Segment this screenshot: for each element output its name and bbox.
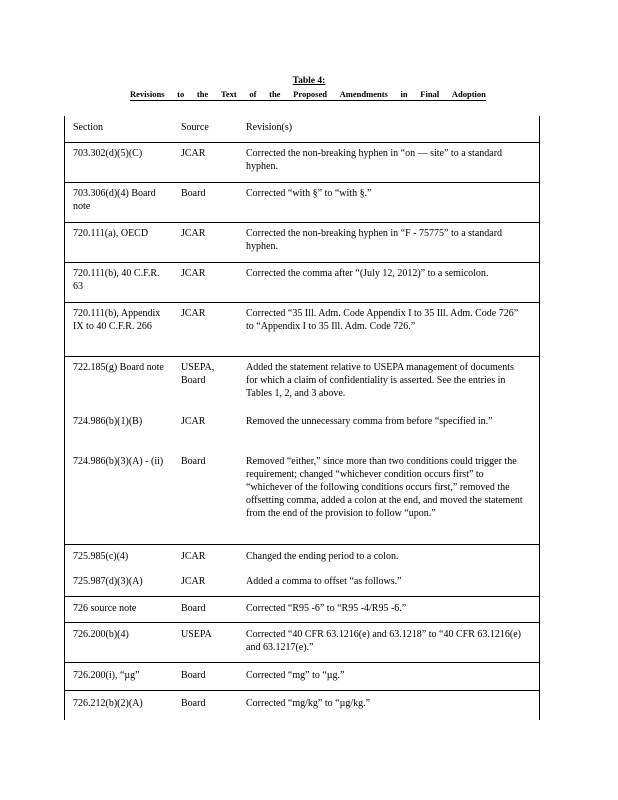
row-source: JCAR <box>181 308 206 319</box>
row-section: 726.200(b)(4) <box>73 629 129 640</box>
row-section: 720.111(b), Appendix IX to 40 C.F.R. 266 <box>73 308 161 332</box>
row-section: 720.111(b), 40 C.F.R. 63 <box>73 268 160 292</box>
row-revision: Changed the ending period to a colon. <box>246 551 399 562</box>
row-section: 722.185(g) Board note <box>73 362 164 373</box>
row-source: JCAR <box>181 268 206 279</box>
row-section: 703.306(d)(4) Board note <box>73 188 156 212</box>
row-section: 726 source note <box>73 603 137 614</box>
table-row <box>65 302 539 357</box>
row-source: Board <box>181 698 206 709</box>
row-source: JCAR <box>181 148 206 159</box>
table-row <box>65 662 539 691</box>
revisions-table <box>64 116 540 720</box>
row-section: 724.986(b)(1)(B) <box>73 416 143 427</box>
header-section: Section <box>73 122 103 133</box>
table-row <box>65 596 539 623</box>
row-source: JCAR <box>181 576 206 587</box>
subtitle-word: Final <box>420 89 440 99</box>
row-revision: Corrected “35 Ill. Adm. Code Appendix I to 35 Ill. Adm. Code 726” to “Appendix I to 35 Ill. Adm. Code 726.” <box>246 308 519 332</box>
row-source: JCAR <box>181 228 206 239</box>
row-section: 720.111(a), OECD <box>73 228 149 239</box>
table-title: Table 4: <box>292 76 326 86</box>
table-subtitle <box>130 89 486 101</box>
subtitle-word: the <box>196 89 209 99</box>
row-section: 725.985(c)(4) <box>73 551 129 562</box>
row-section: 725.987(d)(3)(A) <box>73 576 143 587</box>
subtitle-word: of <box>249 89 257 99</box>
row-source: USEPA <box>181 629 212 640</box>
table-row <box>65 622 539 663</box>
row-revision: Corrected the comma after “(July 12, 2012)” to a semicolon. <box>246 268 489 279</box>
row-section: 724.986(b)(3)(A) - (ii) <box>73 456 164 467</box>
row-section: 726.200(i), “µg” <box>73 670 140 681</box>
row-revision: Corrected “with §” to “with §.” <box>246 188 372 199</box>
subtitle-word: Proposed <box>293 89 327 99</box>
subtitle-word: Revisions <box>130 89 165 99</box>
table-header-row <box>65 116 539 143</box>
row-source: Board <box>181 456 206 467</box>
row-revision: Corrected “mg” to “µg.” <box>246 670 345 681</box>
subtitle-word: the <box>269 89 281 99</box>
table-row <box>65 570 539 597</box>
row-source: JCAR <box>181 551 206 562</box>
subtitle-word: Text <box>220 89 237 99</box>
row-section: 726.212(b)(2)(A) <box>73 698 143 709</box>
row-revision: Corrected the non-breaking hyphen in “on — site” to a standard hyphen. <box>246 148 503 172</box>
table-row <box>65 450 539 545</box>
table-row <box>65 222 539 263</box>
table-row <box>65 142 539 183</box>
table-row <box>65 262 539 303</box>
subtitle-word: Amendments <box>339 89 388 99</box>
row-revision: Corrected “40 CFR 63.1216(e) and 63.1218” to “40 CFR 63.1216(e) and 63.1217(e).” <box>246 629 521 653</box>
row-source: Board <box>181 603 206 614</box>
subtitle-word: in <box>400 89 408 99</box>
header-source: Source <box>181 122 209 133</box>
row-revision: Removed the unnecessary comma from before “specified in.” <box>246 416 493 427</box>
header-revision: Revision(s) <box>246 122 293 133</box>
row-source: Board <box>181 188 206 199</box>
table-row <box>65 182 539 223</box>
table-row <box>65 690 539 720</box>
row-revision: Corrected the non-breaking hyphen in “F - 75775” to a standard hyphen. <box>246 228 503 252</box>
row-revision: Added a comma to offset “as follows.” <box>246 576 402 587</box>
subtitle-word: to <box>177 89 185 99</box>
row-revision: Corrected “R95 -6” to “R95 -4/R95 -6.” <box>246 603 407 614</box>
table-row <box>65 410 539 450</box>
row-section: 703.302(d)(5)(C) <box>73 148 143 159</box>
table-row <box>65 356 539 410</box>
row-revision: Corrected “mg/kg” to “µg/kg.” <box>246 698 371 709</box>
row-source: JCAR <box>181 416 206 427</box>
subtitle-word: Adoption <box>451 89 486 99</box>
row-source: Board <box>181 670 206 681</box>
row-source: USEPA, Board <box>181 362 215 386</box>
row-revision: Added the statement relative to USEPA management of documents for which a claim of confidentiality is asserted. See the entries in Tables 1, 2, and 3 above. <box>246 362 514 399</box>
table-row <box>65 544 539 570</box>
row-revision: Removed “either,” since more than two conditions could trigger the requirement; changed “whichever condition occurs first” to “whichever of the following conditions occurs first,” removed the offsetting comma, added a colon at the end, and moved the statement from the end of the provision to follow “upon.” <box>246 456 523 519</box>
